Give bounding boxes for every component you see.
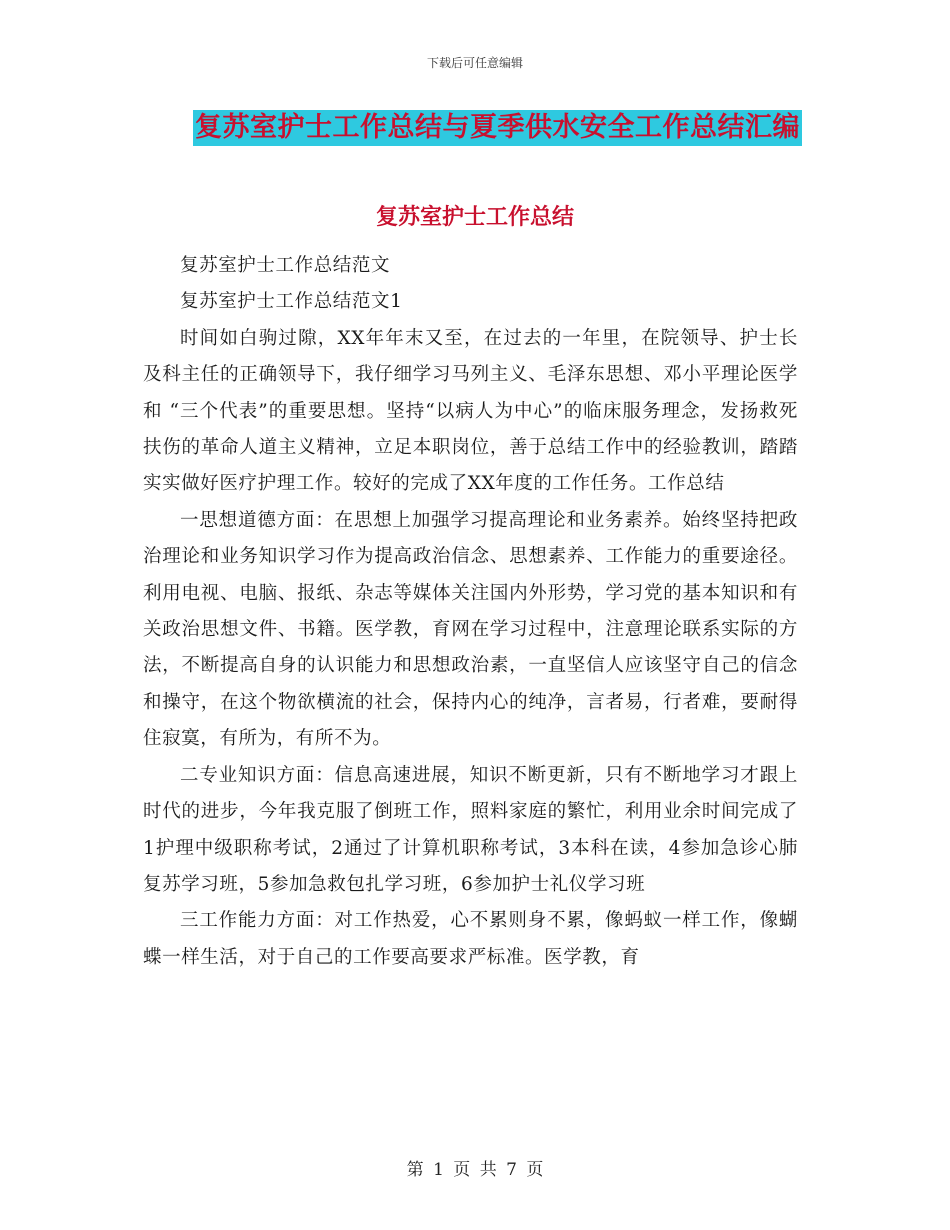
paragraph: 一思想道德方面：在思想上加强学习提高理论和业务素养。始终坚持把政治理论和业务知识学习作为提高政治信念、思想素养、工作能力的重要途径。利用电视、电脑、报纸、杂志等媒体关注国内外形势，学习党的基本知识和有关政治思想文件、书籍。医学教，育网在学习过程中，注意理论联系实际的方法，不断提高自身的认识能力和思想政治素，一直坚信人应该坚守自己的信念和操守，在这个物欲横流的社会，保持内心的纯净，言者易，行者难，要耐得住寂寞，有所为，有所不为。 (143, 509, 798, 750)
document-body (143, 248, 798, 976)
section-title: 复苏室护士工作总结 (375, 204, 574, 230)
paragraph: 时间如白驹过隙，XX年年末又至，在过去的一年里，在院领导、护士长及科主任的正确领导下，我仔细学习马列主义、毛泽东思想、邓小平理论医学和 “三个代表”的重要思想。坚持“以病人为中心”的临床服务理念，发扬救死扶伤的革命人道主义精神，立足本职岗位，善于总结工作中的经验教训，踏踏实实做好医疗护理工作。较好的完成了XX年度的工作任务。工作总结 (143, 327, 798, 495)
paragraph: 二专业知识方面：信息高速进展，知识不断更新，只有不断地学习才跟上时代的进步，今年我克服了倒班工作，照料家庭的繁忙，利用业余时间完成了1护理中级职称考试，2通过了计算机职称考试，3本科在读，4参加急诊心肺复苏学习班，5参加急救包扎学习班，6参加护士礼仪学习班 (143, 764, 798, 895)
page-header-note: 下载后可任意编辑 (426, 56, 523, 70)
document-title-container (0, 110, 950, 146)
paragraph: 复苏室护士工作总结范文 (180, 255, 391, 276)
page-number-footer: 第 1 页 共 7 页 (406, 1160, 544, 1180)
document-title: 复苏室护士工作总结与夏季供水安全工作总结汇编 (193, 110, 802, 146)
paragraph: 复苏室护士工作总结范文1 (180, 291, 403, 313)
paragraph: 三工作能力方面：对工作热爱，心不累则身不累，像蚂蚁一样工作，像蝴蝶一样生活，对于自己的工作要高要求严标准。医学教，育 (143, 910, 798, 968)
